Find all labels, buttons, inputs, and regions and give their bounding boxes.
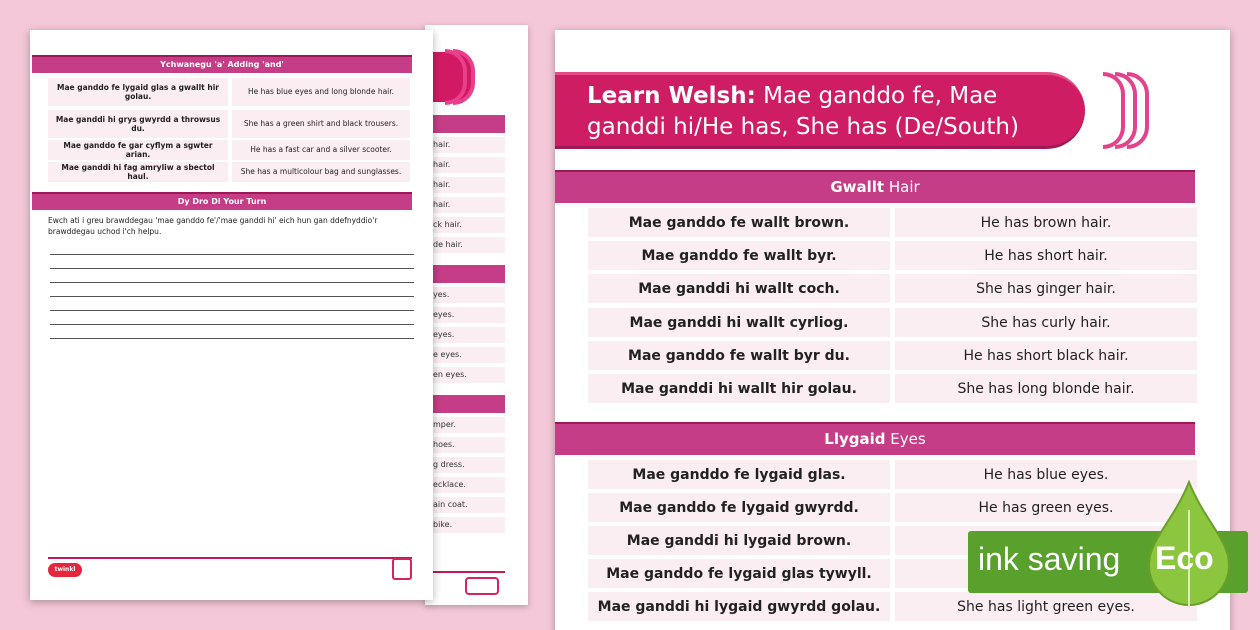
- table-row: [48, 110, 410, 138]
- eco-label: Eco: [1155, 540, 1214, 576]
- back-row: yes.: [425, 287, 505, 303]
- section-header-hair: [555, 170, 1195, 203]
- back-row: ecklace.: [425, 477, 505, 493]
- back-row: en eyes.: [425, 367, 505, 383]
- footer-line: [48, 557, 412, 559]
- back-section-header: [425, 395, 505, 413]
- english-cell: He has green eyes.: [895, 493, 1197, 522]
- english-cell: He has short black hair.: [895, 341, 1197, 370]
- table-row: [588, 592, 1197, 621]
- back-row: hair.: [425, 157, 505, 173]
- table-row: [588, 274, 1197, 303]
- table-row: [48, 162, 410, 182]
- writing-line: [50, 310, 414, 311]
- back-row: mper.: [425, 417, 505, 433]
- table-row: [588, 208, 1197, 237]
- title-rest: Mae ganddo fe, Mae ganddi hi/He has, She has (De/South): [587, 83, 1019, 140]
- table-row: [48, 140, 410, 160]
- left-worksheet-page: [30, 30, 433, 600]
- welsh-cell: Mae ganddi hi wallt hir golau.: [588, 374, 890, 403]
- welsh-cell: Mae ganddi hi wallt coch.: [588, 274, 890, 303]
- back-section-header: [425, 115, 505, 133]
- section-title-welsh: Gwallt: [830, 178, 885, 196]
- welsh-cell: Mae ganddo fe lygaid glas tywyll.: [588, 559, 890, 588]
- writing-line: [50, 268, 414, 269]
- title-bold: Learn Welsh:: [587, 83, 756, 109]
- back-row: e eyes.: [425, 347, 505, 363]
- title-ring-3: [1127, 72, 1149, 149]
- back-footer-badge: [465, 577, 499, 595]
- table-row: [588, 493, 1197, 522]
- back-row: hair.: [425, 137, 505, 153]
- english-cell: He has a fast car and a silver scooter.: [232, 140, 410, 160]
- welsh-cell: Mae ganddo fe wallt brown.: [588, 208, 890, 237]
- ink-saving-text: ink saving: [978, 541, 1121, 577]
- welsh-cell: Mae ganddo fe gar cyflym a sgwter arian.: [48, 140, 228, 160]
- back-ring-2: [453, 49, 475, 105]
- english-cell: She has light green eyes.: [895, 592, 1197, 621]
- section-title-welsh: Llygaid: [824, 430, 886, 448]
- section-title-english: Hair: [884, 178, 920, 196]
- writing-line: [50, 254, 414, 255]
- table-row: [588, 460, 1197, 489]
- table-row: [588, 241, 1197, 270]
- back-row: de hair.: [425, 237, 505, 253]
- section-header-eyes: [555, 422, 1195, 455]
- welsh-cell: Mae ganddi hi wallt cyrliog.: [588, 308, 890, 337]
- english-cell: She has long blonde hair.: [895, 374, 1197, 403]
- writing-line: [50, 324, 414, 325]
- english-cell: She has curly hair.: [895, 308, 1197, 337]
- back-row: eyes.: [425, 327, 505, 343]
- english-cell: She has a multicolour bag and sunglasses.: [232, 162, 410, 182]
- welsh-cell: Mae ganddi hi lygaid brown.: [588, 526, 890, 555]
- english-cell: She has a green shirt and black trousers.: [232, 110, 410, 138]
- back-row: ck hair.: [425, 217, 505, 233]
- back-row: hair.: [425, 197, 505, 213]
- section-title-english: Eyes: [885, 430, 926, 448]
- welsh-cell: Mae ganddi hi fag amryliw a sbectol haul.: [48, 162, 228, 182]
- welsh-cell: Mae ganddi hi grys gwyrdd a throwsus du.: [48, 110, 228, 138]
- back-row: hair.: [425, 177, 505, 193]
- english-cell: He has blue eyes and long blonde hair.: [232, 78, 410, 106]
- twinkl-logo: twinkl: [48, 563, 82, 577]
- back-row: ain coat.: [425, 497, 505, 513]
- welsh-cell: Mae ganddo fe lygaid glas a gwallt hir golau.: [48, 78, 228, 106]
- footer-badge-icon: [392, 558, 412, 580]
- welsh-cell: Mae ganddo fe lygaid glas.: [588, 460, 890, 489]
- table-row: [588, 341, 1197, 370]
- table-row: [48, 78, 410, 106]
- instructions-text: Ewch ati i greu brawddegau 'mae ganddo fe'/'mae ganddi hi' eich hun gan ddefnyddio'r brawddegau uchod i'ch helpu.: [48, 216, 378, 236]
- back-worksheet-page: [425, 25, 528, 605]
- back-row: hoes.: [425, 437, 505, 453]
- english-cell: He has short hair.: [895, 241, 1197, 270]
- writing-line: [50, 338, 414, 339]
- welsh-cell: Mae ganddo fe lygaid gwyrdd.: [588, 493, 890, 522]
- back-footer-line: [425, 571, 505, 573]
- back-row: bike.: [425, 517, 505, 533]
- table-row: [588, 308, 1197, 337]
- adding-and-header: Ychwanegu 'a' Adding 'and': [32, 55, 412, 73]
- back-row: eyes.: [425, 307, 505, 323]
- welsh-cell: Mae ganddo fe wallt byr du.: [588, 341, 890, 370]
- title-band: [555, 72, 1085, 149]
- back-section-header: [425, 265, 505, 283]
- writing-line: [50, 282, 414, 283]
- welsh-cell: Mae ganddi hi lygaid gwyrdd golau.: [588, 592, 890, 621]
- back-row: g dress.: [425, 457, 505, 473]
- page-title: [587, 81, 1077, 143]
- english-cell: He has blue eyes.: [895, 460, 1197, 489]
- your-turn-header: Dy Dro Di Your Turn: [32, 192, 412, 210]
- writing-line: [50, 296, 414, 297]
- welsh-cell: Mae ganddo fe wallt byr.: [588, 241, 890, 270]
- english-cell: He has brown hair.: [895, 208, 1197, 237]
- english-cell: She has ginger hair.: [895, 274, 1197, 303]
- table-row: [588, 374, 1197, 403]
